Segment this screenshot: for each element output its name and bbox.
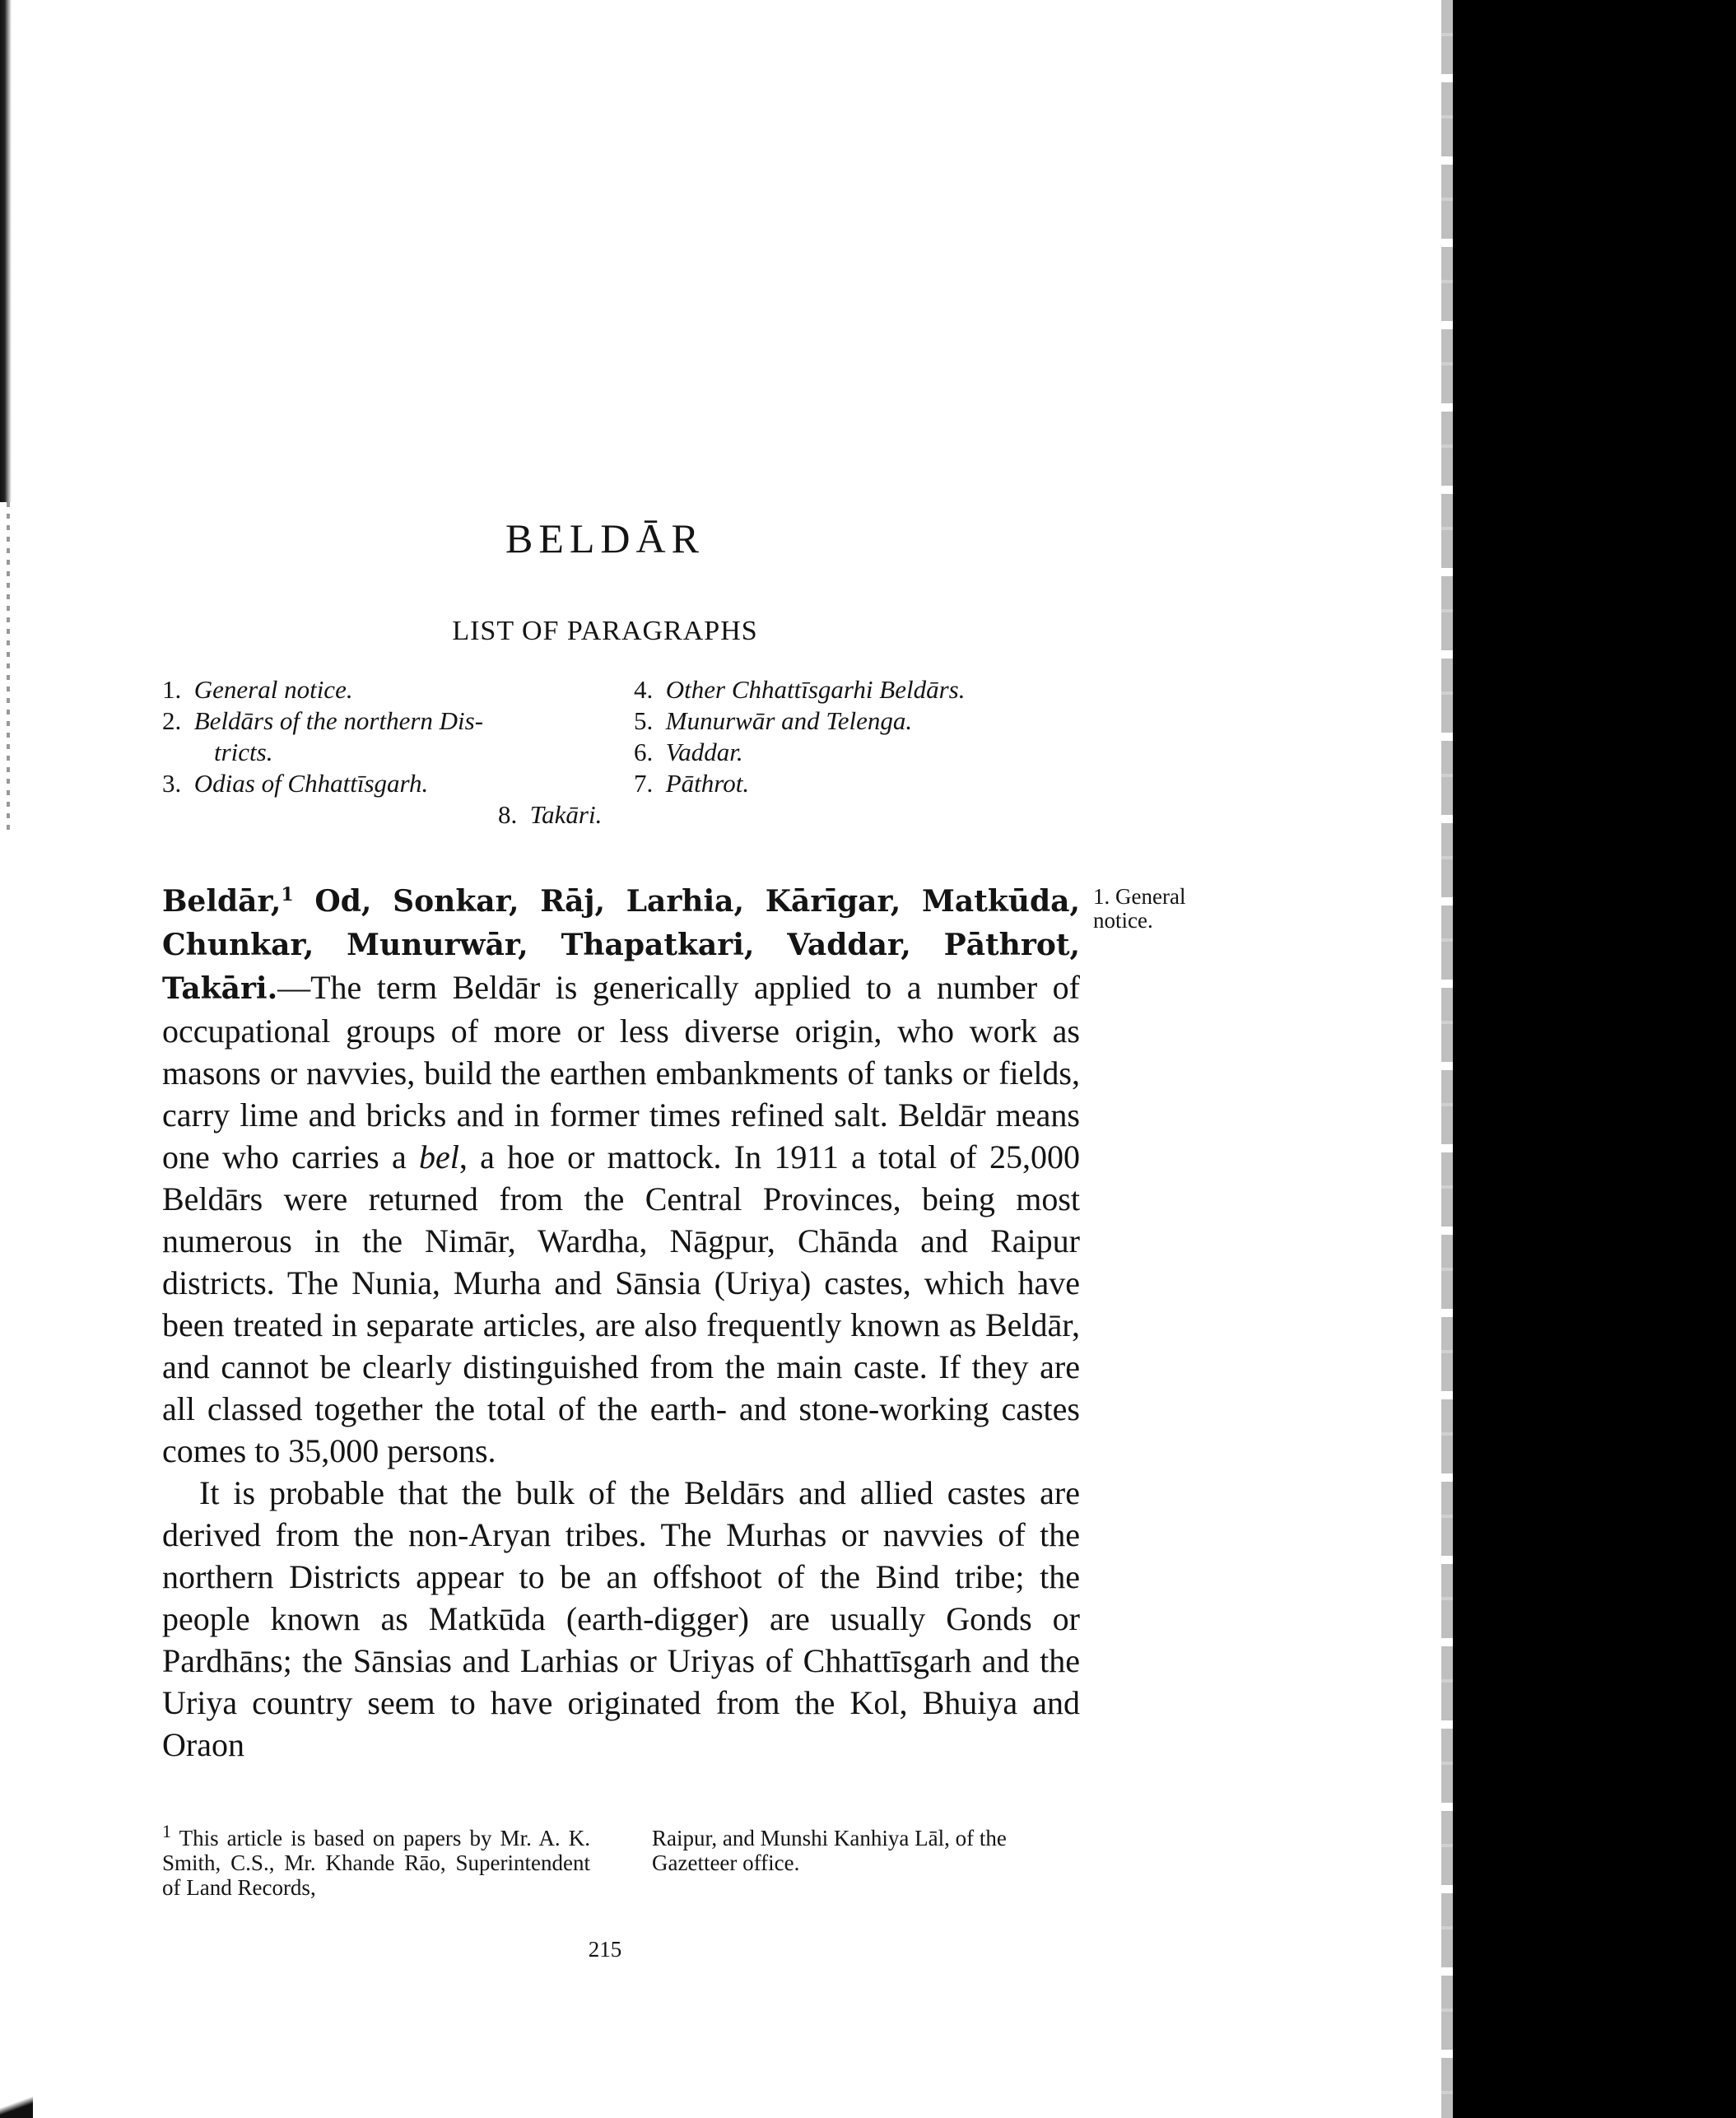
footnote-ref: 1 [281, 884, 294, 905]
toc-item-number: 4. [634, 675, 654, 704]
toc-item-label: Beldārs of the northern Dis- [193, 706, 484, 735]
page-number: 215 [588, 1937, 622, 1962]
toc-item-label: Other Chhattīsgarhi Beldārs. [665, 675, 966, 704]
caste-names-rest: Od, Sonkar, Rāj, Larhia, Kārīgar, Matkūda, Chunkar, Munurwār, Thapatkari, Vaddar, Pāthrot, Takāri. [162, 884, 1080, 1006]
toc-item-label: Vaddar. [665, 738, 743, 766]
scan-edge-right [1453, 0, 1736, 2118]
toc-item-number: 5. [634, 706, 654, 735]
list-heading: LIST OF PARAGRAPHS [452, 616, 758, 646]
toc-item [162, 706, 483, 736]
toc-item [634, 769, 749, 798]
toc-item [634, 706, 912, 736]
footnote-column-left [162, 1821, 590, 1900]
toc-item-number: 3. [162, 769, 182, 798]
paragraph-2: It is probable that the bulk of the Beldārs and allied castes are derived from the non-Aryan tribes. The Murhas or navvies of the northern Districts appear to be an offshoot of the Bind tribe; the people known as Matkūda (earth-digger) are usually Gonds or Pardhāns; the Sānsias and Larhias or Uriyas of Chhattīsgarh and the Uriya country seem to have originated from the Kol, Bhuiya and Oraon [162, 1474, 1080, 1763]
toc-item-number: 8. [498, 800, 518, 829]
footnote-column-right [652, 1826, 1080, 1900]
emphasis-bel: bel [418, 1138, 459, 1175]
footnote [162, 1821, 1080, 1900]
footnote-text-right: Raipur, and Munshi Kanhiya Lāl, of the Gazetteer office. [652, 1826, 1007, 1875]
paragraph-1-text-a: —The term Beldār is generically applied to a number of occupational groups of more or less diverse origin, who work as masons or navvies, build the earthen embankments of tanks or fields, carry lime and bricks and in former times refined salt. Beldār means one who carries a [162, 969, 1080, 1175]
toc-item-number: 6. [634, 738, 654, 766]
caste-name-lead: Beldār, [162, 884, 282, 919]
toc-item-label: Munurwār and Telenga. [665, 706, 913, 735]
toc-item-number: 1. [162, 675, 182, 704]
paragraph-1-text-b: , a hoe or mattock. In 1911 a total of 25,000 Beldārs were returned from the Central Provinces, being most numerous in the Nimār, Wardha, Nāgpur, Chānda and Raipur districts. The Nunia, Murha and Sānsia (Uriya) castes, which have been treated in separate articles, are also frequently known as Beldār, and cannot be clearly distinguished from the main caste. If they are all classed together the total of the earth- and stone-working castes comes to 35,000 persons. [162, 1138, 1080, 1469]
toc-item-label: Odias of Chhattīsgarh. [193, 769, 429, 798]
toc-item-label-continued: tricts. [214, 738, 273, 766]
toc-item [162, 675, 353, 705]
toc-item-number: 2. [162, 706, 182, 735]
scan-edge-right-fringe [1441, 0, 1453, 2118]
toc-item [634, 675, 965, 705]
toc-item-label: General notice. [193, 675, 353, 704]
scan-edge-bottom-left [0, 2093, 33, 2118]
footnote-number: 1 [162, 1821, 171, 1841]
chapter-title: BELDĀR [505, 515, 705, 561]
toc-item [634, 738, 743, 767]
footnote-text-left: This article is based on papers by Mr. A. K. Smith, C.S., Mr. Khande Rāo, Superintendent of Land Records, [162, 1826, 590, 1900]
toc-item-number: 7. [634, 769, 654, 798]
toc-item [162, 769, 428, 798]
toc-item-label: Pāthrot. [665, 769, 750, 798]
paragraph-1 [162, 879, 1080, 1472]
toc-item-label: Takāri. [529, 800, 603, 829]
margin-note: 1. General notice. [1093, 884, 1186, 933]
scan-edge-left [0, 0, 12, 502]
toc-item [498, 800, 602, 830]
toc-item-continuation [214, 738, 272, 767]
body-text [162, 879, 1080, 1766]
